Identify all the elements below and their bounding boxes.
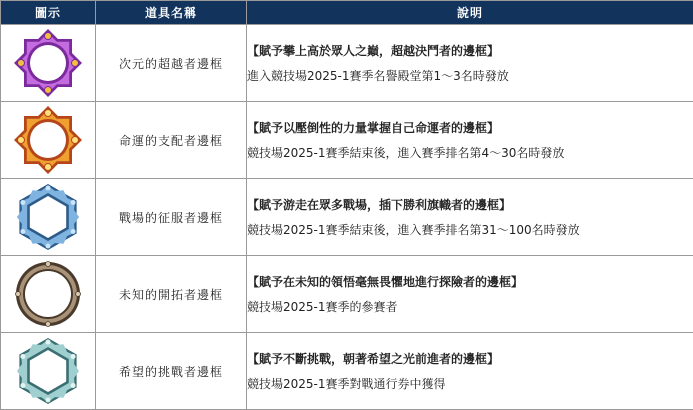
item-description [247,25,693,102]
table-header-row [1,1,693,25]
icon-cell [1,333,96,410]
description-title: 【賦予在未知的領悟毫無畏懼地進行探險者的邊框】 [247,275,524,289]
table-row [1,25,693,102]
frame-hex-teal-icon [1,336,95,406]
description-text: 競技場2025-1賽季結束後，進入賽季排名第31～100名時發放 [247,223,580,237]
item-description [247,102,693,179]
table-row [1,102,693,179]
item-description [247,333,693,410]
header-name: 道具名稱 [96,1,247,25]
frame-star-orange-icon [1,105,95,175]
frame-ring-bronze-icon [1,259,95,329]
header-icon: 圖示 [1,1,96,25]
description-title: 【賦予攀上高於眾人之巔，超越決鬥者的邊框】 [247,44,500,58]
description-title: 【賦予不斷挑戰，朝著希望之光前進者的邊框】 [247,352,500,366]
item-name: 未知的開拓者邊框 [96,256,247,333]
icon-cell [1,102,96,179]
frame-star-purple-icon [1,28,95,98]
description-text: 競技場2025-1賽季結束後，進入賽季排名第4～30名時發放 [247,146,565,160]
icon-cell [1,256,96,333]
icon-cell [1,179,96,256]
frame-hex-blue-icon [1,182,95,252]
item-name: 戰場的征服者邊框 [96,179,247,256]
description-text: 競技場2025-1賽季的參賽者 [247,300,398,314]
table-row [1,333,693,410]
description-title: 【賦予游走在眾多戰場，插下勝利旗幟者的邊框】 [247,198,512,212]
item-name: 次元的超越者邊框 [96,25,247,102]
description-title: 【賦予以壓倒性的力量掌握自己命運者的邊框】 [247,121,500,135]
icon-cell [1,25,96,102]
item-name: 希望的挑戰者邊框 [96,333,247,410]
table-row [1,179,693,256]
table-row [1,256,693,333]
header-description: 說明 [247,1,693,25]
item-description [247,256,693,333]
item-name: 命運的支配者邊框 [96,102,247,179]
item-description [247,179,693,256]
description-text: 競技場2025-1賽季對戰通行券中獲得 [247,377,446,391]
description-text: 進入競技場2025-1賽季名譽殿堂第1～3名時發放 [247,69,509,83]
